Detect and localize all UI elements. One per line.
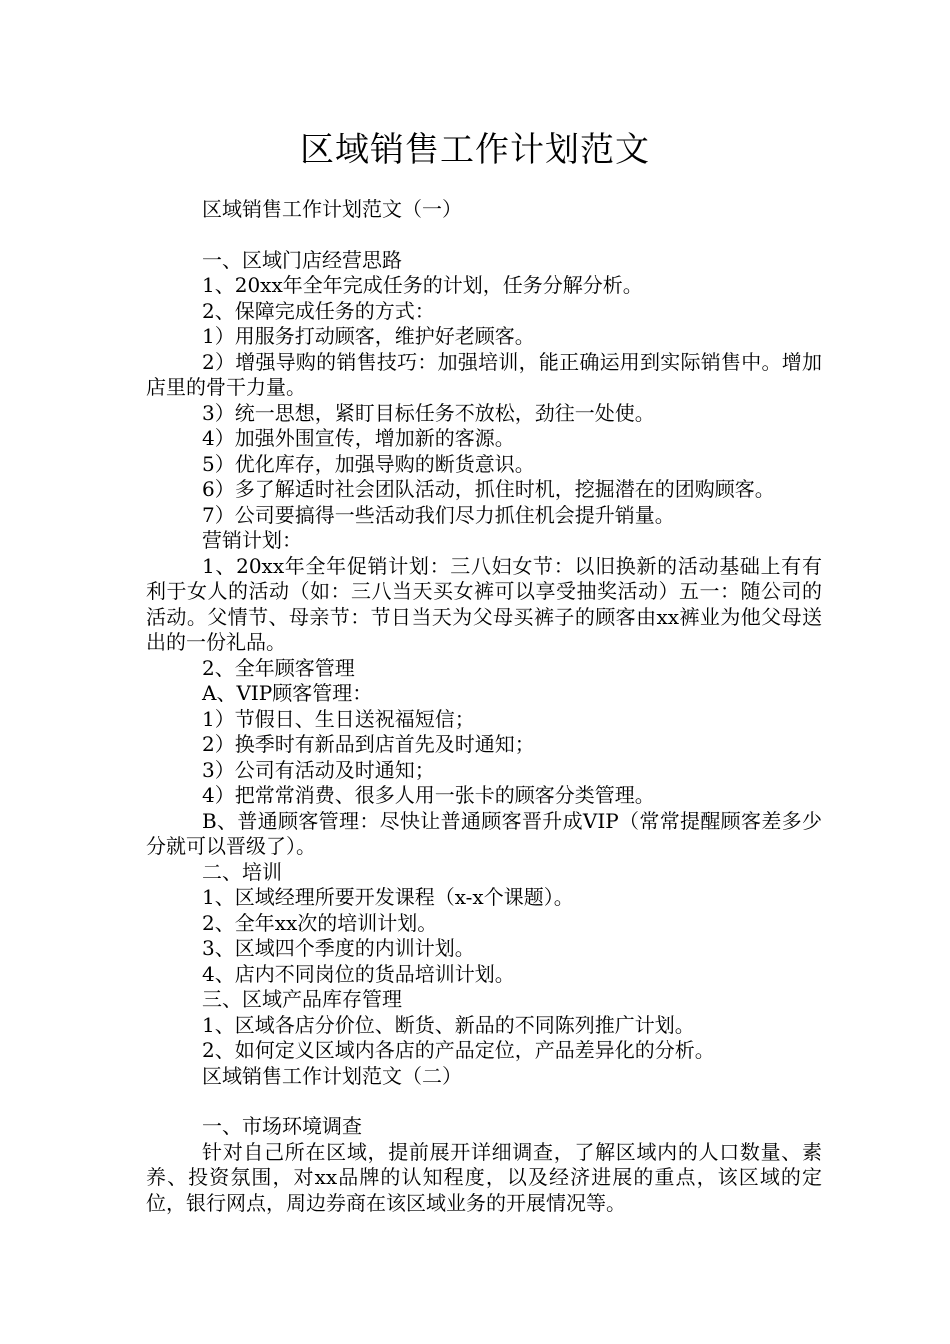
paragraph: 区域销售工作计划范文（一） xyxy=(202,197,462,221)
paragraph: 5）优化库存，加强导购的断货意识。 xyxy=(202,451,535,476)
blank-line xyxy=(146,223,822,248)
paragraph: 2、保障完成任务的方式： xyxy=(202,298,435,323)
paragraph: 3）统一思想，紧盯目标任务不放松，劲往一处使。 xyxy=(202,400,655,425)
paragraph: 三、区域产品库存管理 xyxy=(202,987,402,1011)
paragraph: 1）节假日、生日送祝福短信； xyxy=(202,706,475,731)
paragraph: 1、区域经理所要开发课程（x-x个课题）。 xyxy=(202,885,574,909)
paragraph: 2、全年xx次的培训计划。 xyxy=(202,910,438,935)
blank-line xyxy=(146,1089,822,1114)
paragraph: 一、区域门店经营思路 xyxy=(202,247,402,272)
paragraph: 2、如何定义区域内各店的产品定位，产品差异化的分析。 xyxy=(202,1038,715,1062)
paragraph: B、普通顾客管理：尽快让普通顾客晋升成VIP（常常提醒顾客差多少分就可以晋级了）。 xyxy=(146,808,822,858)
paragraph: 一、市场环境调查 xyxy=(202,1114,362,1138)
paragraph: 3）公司有活动及时通知； xyxy=(202,757,435,782)
paragraph: 4）把常常消费、很多人用一张卡的顾客分类管理。 xyxy=(202,783,655,807)
paragraph: A、VIP顾客管理： xyxy=(202,681,373,705)
paragraph: 2、全年顾客管理 xyxy=(202,655,355,680)
paragraph: 4、店内不同岗位的货品培训计划。 xyxy=(202,961,515,986)
paragraph: 4）加强外围宣传，增加新的客源。 xyxy=(202,426,515,450)
paragraph: 7）公司要搞得一些活动我们尽力抓住机会提升销量。 xyxy=(202,502,675,527)
paragraph: 区域销售工作计划范文（二） xyxy=(202,1063,462,1088)
paragraph: 3、区域四个季度的内训计划。 xyxy=(202,936,475,960)
paragraph: 2）换季时有新品到店首先及时通知； xyxy=(202,732,535,756)
paragraph: 针对自己所在区域，提前展开详细调查，了解区域内的人口数量、素养、投资氛围，对xx品牌的认知程度，以及经济进展的重点，该区域的定位，银行网点，周边券商在该区域业务的开展情况等。 xyxy=(146,1139,822,1215)
document-title: 区域销售工作计划范文 xyxy=(300,130,650,170)
paragraph: 1、20xx年全年完成任务的计划，任务分解分析。 xyxy=(202,273,643,297)
paragraph: 二、培训 xyxy=(202,859,282,884)
paragraph: 1、20xx年全年促销计划：三八妇女节：以旧换新的活动基础上有有利于女人的活动（如：三八当天买女裤可以享受抽奖活动）五一：随公司的活动。父情节、母亲节：节日当天为父母买裤子的顾客由xx裤业为他父母送出的一份礼品。 xyxy=(146,553,822,654)
paragraph: 1、区域各店分价位、断货、新品的不同陈列推广计划。 xyxy=(202,1012,695,1037)
paragraph: 2）增强导购的销售技巧：加强培训，能正确运用到实际销售中。增加店里的骨干力量。 xyxy=(146,349,822,399)
paragraph: 6）多了解适时社会团队活动，抓住时机，挖掘潜在的团购顾客。 xyxy=(202,477,775,501)
paragraph: 营销计划： xyxy=(202,528,302,552)
document-body xyxy=(146,197,822,1216)
paragraph: 1）用服务打动顾客，维护好老顾客。 xyxy=(202,324,535,348)
